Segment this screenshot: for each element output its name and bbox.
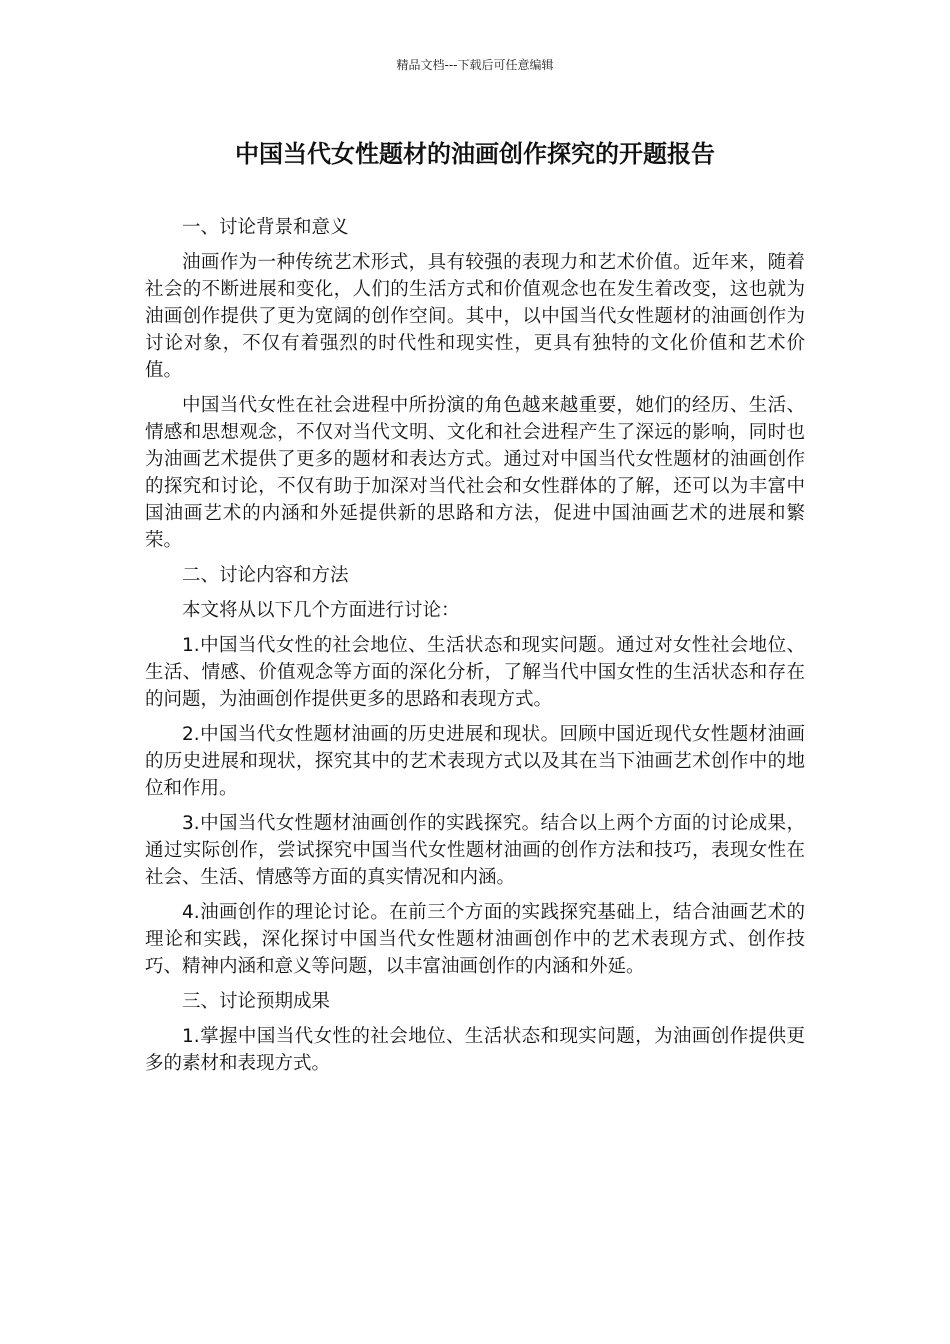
paragraph: 本文将从以下几个方面进行讨论： — [182, 600, 460, 621]
section-heading-background: 一、讨论背景和意义 — [182, 217, 349, 238]
list-item-paragraph: 1.中国当代女性的社会地位、生活状态和现实问题。通过对女性社会地位、生活、情感、价值观念等方面的深化分析，了解当代中国女性的生活状态和存在的问题，为油画创作提供更多的思路和表现方式。 — [145, 635, 805, 710]
document-title: 中国当代女性题材的油画创作探究的开题报告 — [235, 140, 715, 168]
section-heading-expected-results: 三、讨论预期成果 — [182, 991, 331, 1012]
list-item-paragraph: 3.中国当代女性题材油画创作的实践探究。结合以上两个方面的讨论成果，通过实际创作，尝试探究中国当代女性题材油画的创作方法和技巧，表现女性在社会、生活、情感等方面的真实情况和内涵。 — [145, 813, 805, 888]
list-item-paragraph: 1.掌握中国当代女性的社会地位、生活状态和现实问题，为油画创作提供更多的素材和表现方式。 — [145, 1026, 805, 1074]
document-body — [145, 214, 805, 1085]
list-item-paragraph: 4.油画创作的理论讨论。在前三个方面的实践探究基础上，结合油画艺术的理论和实践，深化探讨中国当代女性题材油画创作中的艺术表现方式、创作技巧、精神内涵和意义等问题，以丰富油画创作的内涵和外延。 — [145, 902, 805, 977]
paragraph: 油画作为一种传统艺术形式，具有较强的表现力和艺术价值。近年来，随着社会的不断进展和变化，人们的生活方式和价值观念也在发生着改变，这也就为油画创作提供了更为宽阔的创作空间。其中，以中国当代女性题材的油画创作为讨论对象，不仅有着强烈的时代性和现实性，更具有独特的文化价值和艺术价值。 — [145, 252, 805, 381]
paragraph: 中国当代女性在社会进程中所扮演的角色越来越重要，她们的经历、生活、情感和思想观念，不仅对当代文明、文化和社会进程产生了深远的影响，同时也为油画艺术提供了更多的题材和表达方式。通过对中国当代女性题材的油画创作的探究和讨论，不仅有助于加深对当代社会和女性群体的了解，还可以为丰富中国油画艺术的内涵和外延提供新的思路和方法，促进中国油画艺术的进展和繁荣。 — [145, 395, 805, 551]
list-item-paragraph: 2.中国当代女性题材油画的历史进展和现状。回顾中国近现代女性题材油画的历史进展和现状，探究其中的艺术表现方式以及其在当下油画艺术创作中的地位和作用。 — [145, 724, 805, 799]
section-heading-content-methods: 二、讨论内容和方法 — [182, 565, 349, 586]
running-header: 精品文档---下载后可任意编辑 — [396, 58, 554, 72]
